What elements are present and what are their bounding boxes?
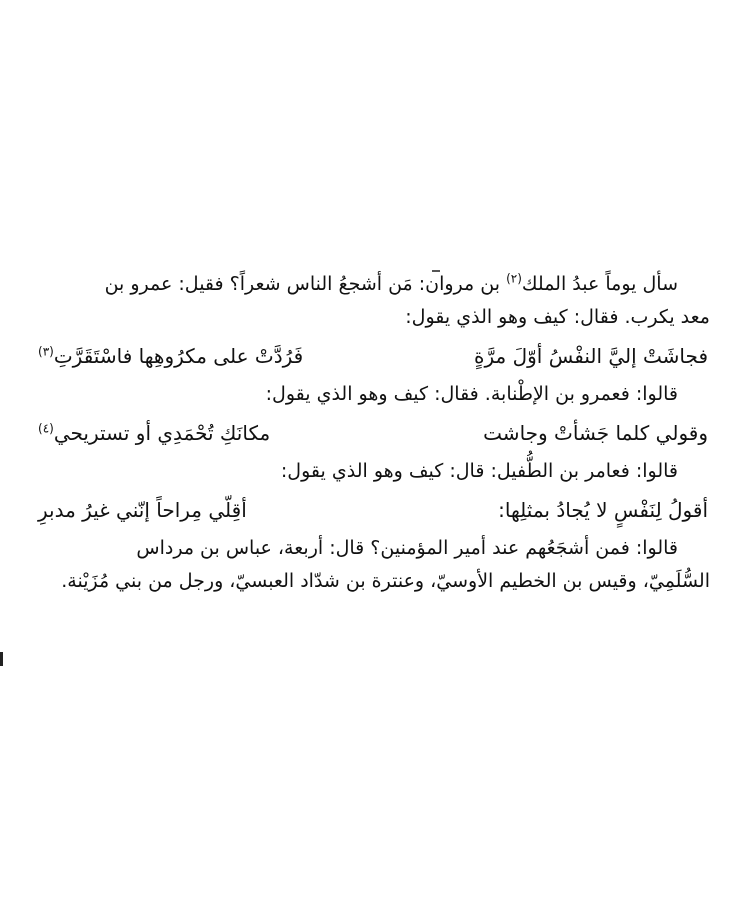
poem-verse-3: [38, 488, 710, 532]
footnote-marker-3: (٣): [38, 344, 54, 359]
verse-first-hemistich: أقولُ لِنَفْسٍ لا يُجادُ بمثلِها:: [498, 498, 708, 522]
verse-text: فَرُدَّتْ على مكرُوهِها فاسْتَقَرَّتِ: [53, 344, 304, 368]
prose-line-3: [38, 378, 710, 411]
prose-text: السُّلَمِيّ، وقيس بن الخطيم الأوسيّ، وعنترة بن شدّاد العبسيّ، ورجل من بني مُزَيْنة.: [61, 570, 710, 592]
verse-first-hemistich: وقولي كلما جَشأتْ وجاشت: [483, 421, 708, 445]
footnote-marker-4: (٤): [38, 421, 54, 436]
verse-second-hemistich: [38, 411, 270, 455]
prose-text: بن مروان: مَن أشجعُ الناس شعراً؟ فقيل: عمرو بن: [104, 273, 507, 295]
prose-text: سأل يوماً عبدُ الملك: [521, 273, 678, 295]
verse-text: مكانَكِ تُحْمَدِي أو تستريحي: [53, 421, 271, 445]
poem-verse-2: [38, 411, 710, 455]
poem-verse-1: [38, 334, 710, 378]
verse-first-hemistich: فجاشَتْ إليَّ النفْسُ أوّلَ مرَّةٍ: [474, 344, 708, 368]
prose-text: معد يكرب. فقال: كيف وهو الذي يقول:: [405, 306, 710, 328]
prose-text: قالوا: فعمرو بن الإطْنابة. فقال: كيف وهو الذي يقول:: [265, 383, 678, 405]
prose-line-1: [38, 268, 710, 301]
margin-mark: [0, 652, 3, 666]
arabic-text-passage: [38, 268, 710, 598]
footnote-marker-2: (٢): [506, 271, 522, 286]
prose-text: قالوا: فعامر بن الطُّفيل: قال: كيف وهو الذي يقول:: [280, 460, 678, 482]
verse-second-hemistich: أقِلّي مِراحاً إنّني غيرُ مدبرِ: [38, 498, 247, 522]
prose-line-6: [38, 565, 710, 598]
prose-line-2: [38, 301, 710, 334]
prose-line-4: [38, 455, 710, 488]
prose-line-5: [38, 532, 710, 565]
verse-second-hemistich: [38, 334, 303, 378]
prose-text: قالوا: فمن أشجَعُهم عند أمير المؤمنين؟ قال: أربعة، عباس بن مرداس: [136, 537, 678, 559]
